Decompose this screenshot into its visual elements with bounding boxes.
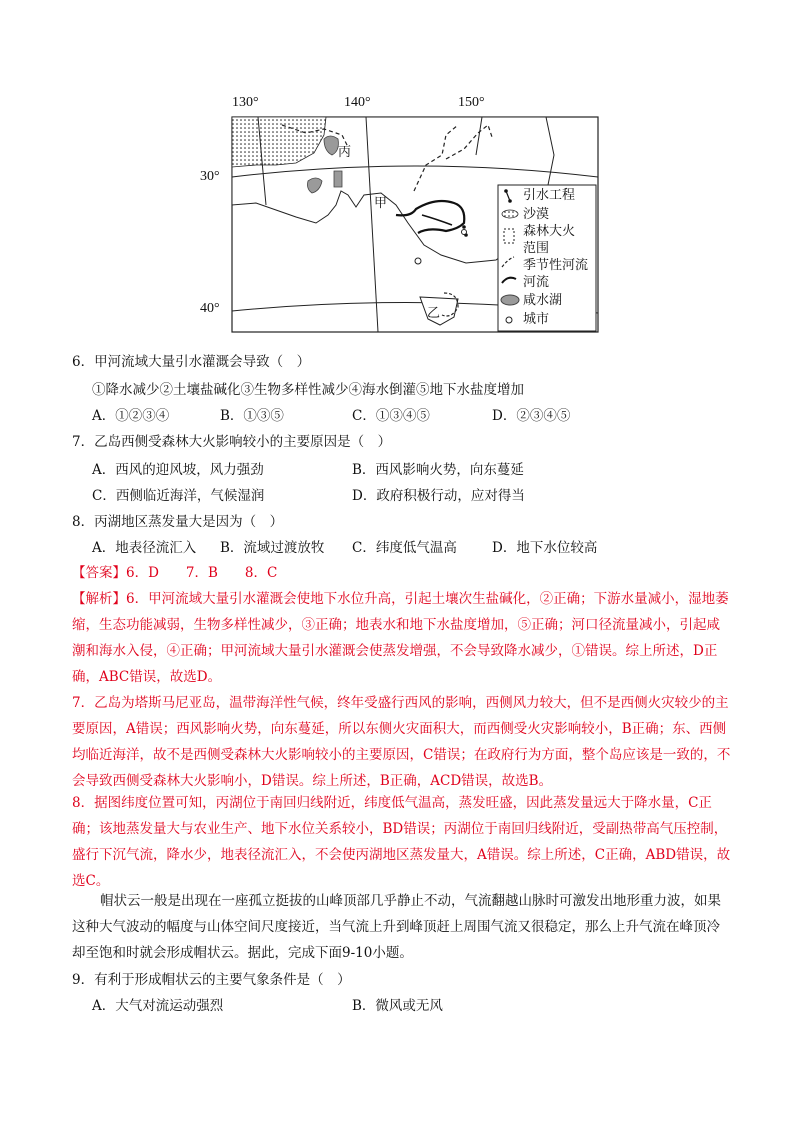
salt-lake-3: [334, 171, 342, 187]
legend-label-diversion: 引水工程: [523, 188, 576, 203]
question-7-option-d: D．政府积极行动，应对得当: [352, 488, 525, 504]
answer-label: 【答案】: [72, 565, 126, 581]
lon-140-label: 140°: [344, 95, 371, 110]
label-yi: 乙: [427, 306, 441, 321]
question-8-option-c: C．纬度低气温高: [352, 540, 457, 556]
legend-label-river: 河流: [523, 275, 550, 290]
question-6-option-d: D．②③④⑤: [492, 408, 571, 424]
legend-city-icon: [506, 317, 512, 323]
lon-150-label: 150°: [458, 95, 485, 110]
legend-label-fire: 森林大火: [523, 224, 576, 239]
question-8-stem: 8．丙湖地区蒸发量大是因为（ ）: [72, 514, 284, 530]
question-6-option-b: B．①③⑤: [220, 408, 284, 424]
legend-label-desert: 沙漠: [523, 207, 550, 222]
city-marker: [415, 258, 421, 264]
question-7-option-b: B．西风影响火势，向东蔓延: [352, 462, 524, 478]
question-6-items: ①降水减少②土壤盐碱化③生物多样性减少④海水倒灌⑤地下水盐度增加: [92, 382, 524, 398]
question-8-option-a: A．地表径流汇入: [92, 540, 197, 556]
question-8-option-d: D．地下水位较高: [492, 540, 598, 556]
answer-text: 6．D 7．B 8．C: [126, 565, 278, 581]
question-7-option-c: C．西侧临近海洋，气候湿润: [92, 488, 265, 504]
analysis-label: 【解析】: [72, 591, 126, 607]
diversion-point: [462, 225, 466, 229]
legend-label-fire-range: 范围: [523, 241, 550, 256]
label-bing: 丙: [338, 145, 352, 160]
lat-40-label: 40°: [200, 301, 220, 316]
analysis-7: 7．乙岛为塔斯马尼亚岛，温带海洋性气候，终年受盛行西风的影响，西侧风力较大，但不是西侧火灾较少的主要原因，A错误；西风影响火势，向东蔓延，所以东侧火灾面积大，而西侧受火灾影响较小，B正确；东、西侧均临近海洋，故不是西侧受森林大火影响较小的主要原因，C错误；在政府行为方面，整个岛应该是一致的，不会导致西侧受森林大火影响小，D错误。综上所述，B正确，ACD错误，故选B。: [72, 695, 731, 789]
question-8-option-b: B．流域过渡放牧: [220, 540, 325, 556]
legend-label-salt-lake: 咸水湖: [523, 293, 563, 308]
analysis-6-text: 6．甲河流域大量引水灌溉会使地下水位升高，引起土壤次生盐碱化，②正确；下游水量减小，湿地萎缩，生态功能减弱，生物多样性减少，③正确；地表水和地下水盐度增加，⑤正确；河口径流量减小，引起咸潮和海水入侵，④正确；甲河流域大量引水灌溉会使蒸发增强，不会导致降水减少，①错误。综上所述，D正确，ABC错误，故选D。: [72, 591, 729, 685]
question-6-option-c: C．①③④⑤: [352, 408, 430, 424]
question-9-stem: 9．有利于形成帽状云的主要气象条件是（ ）: [72, 972, 351, 988]
label-jia: 甲: [374, 196, 388, 211]
analysis-6: [72, 586, 732, 690]
question-7-option-a: A．西风的迎风坡，风力强劲: [92, 462, 264, 478]
lat-30-label: 30°: [200, 169, 220, 184]
question-9-option-b: B．微风或无风: [352, 998, 443, 1014]
city-marker: [462, 230, 467, 235]
question-9-option-a: A．大气对流运动强烈: [92, 998, 224, 1014]
question-6-stem: 6．甲河流域大量引水灌溉会导致（ ）: [72, 354, 311, 370]
australia-map: [196, 95, 616, 343]
lon-130-label: 130°: [232, 95, 259, 110]
answer-line: [72, 560, 732, 586]
question-7-stem: 7．乙岛西侧受森林大火影响较小的主要原因是（ ）: [72, 434, 392, 450]
question-6-option-a: A．①②③④: [92, 408, 170, 424]
analysis-8: 8．据图纬度位置可知，丙湖位于南回归线附近，纬度低气温高，蒸发旺盛，因此蒸发量远大于降水量，C正确；该地蒸发量大与农业生产、地下水位关系较小，BD错误；丙湖位于南回归线附近，受副热带高气压控制，盛行下沉气流，降水少，地表径流汇入，不会使丙湖地区蒸发量大，A错误。综上所述，C正确，ABD错误，故选C。: [72, 795, 731, 889]
legend-salt-lake-icon: [501, 295, 519, 305]
legend-desert-icon: [502, 210, 518, 218]
legend-label-city: 城市: [523, 312, 550, 327]
reading-passage: 帽状云一般是出现在一座孤立挺拔的山峰顶部几乎静止不动，气流翻越山脉时可激发出地形重力波，如果这种大气波动的幅度与山体空间尺度接近，当气流上升到峰顶赶上周围气流又很稳定，那么上升气流在峰顶冷却至饱和时就会形成帽状云。据此，完成下面9-10小题。: [72, 893, 721, 961]
legend-label-seasonal-river: 季节性河流: [523, 258, 589, 273]
